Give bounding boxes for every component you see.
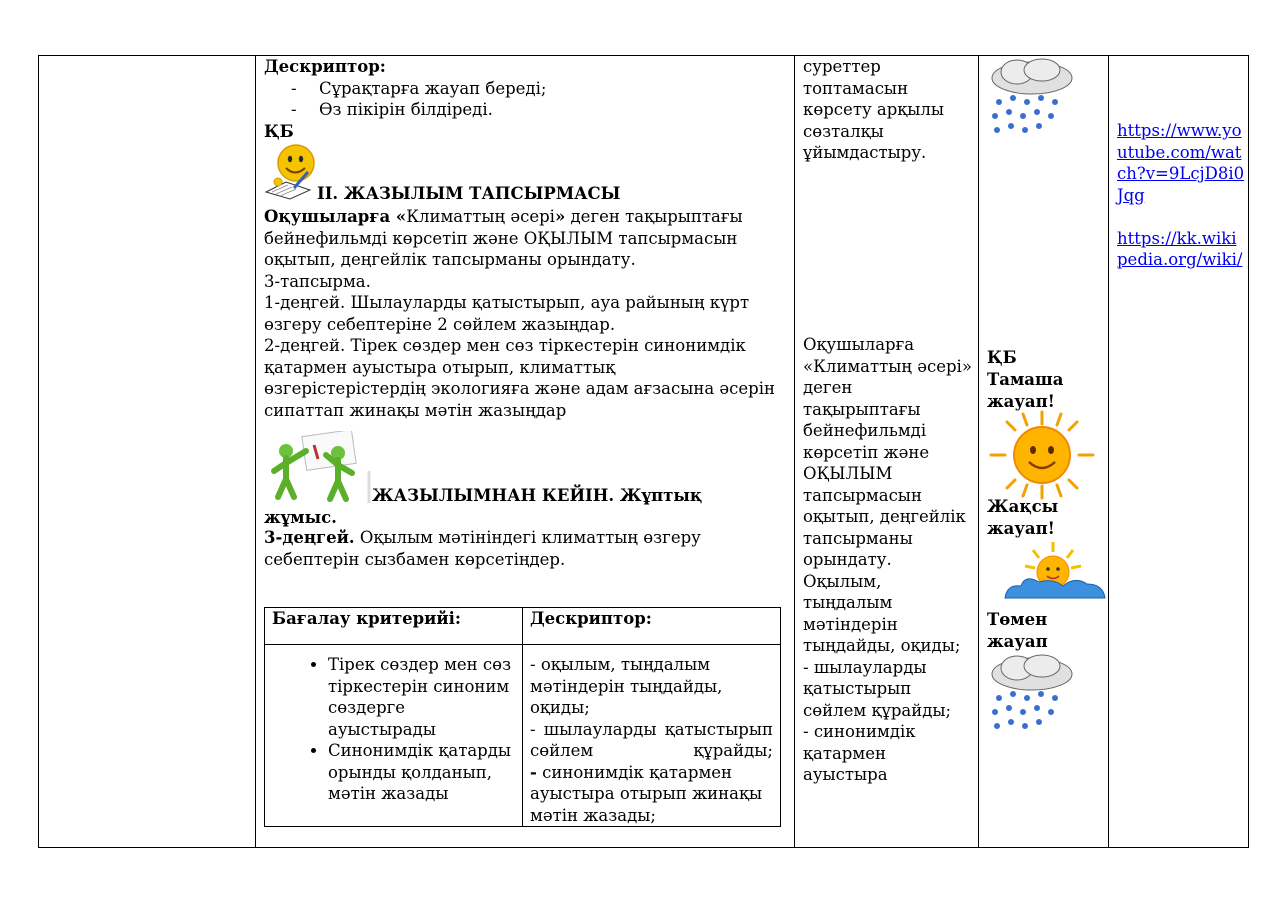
descriptor-line: - синонимдік қатармен ауыстыра отырып жинақы мәтін жазады; <box>530 762 763 825</box>
column-divider <box>255 56 256 847</box>
level3-text: 3-деңгей. Оқылым мәтініндегі климаттың өзгеру себептерін сызбамен көрсетіңдер. <box>264 528 701 569</box>
sun-icon <box>987 410 1097 500</box>
rain-cloud-icon <box>987 654 1077 734</box>
assessment-column <box>987 56 1107 846</box>
criteria-cell <box>265 645 523 827</box>
content-column <box>264 56 779 570</box>
method-bottom-text: Оқылым, тыңдалым мәтіндерін тыңдайды, оқиды; <box>803 571 961 655</box>
sun-cloud-icon <box>1003 540 1107 600</box>
header-descriptor: Дескриптор: <box>523 608 781 645</box>
smiley-writing-icon <box>264 142 320 200</box>
level2-text: 2-деңгей. Тірек сөздер мен сөз тіркестерін синонимдік қатармен ауыстыра отырып, климаттық өзгерістерістердің экологияға және адам ағзасына әсерін сипаттап жинақы мәтін жазыңдар <box>264 336 776 420</box>
lesson-plan-table <box>38 55 1249 848</box>
method-bottom-text: - синонимдік қатармен ауыстыра <box>803 722 916 784</box>
descriptor-line: - шылауларды қатыстырып сөйлем құрайды; <box>530 719 773 760</box>
post-writing-title: ЖАЗЫЛЫМНАН КЕЙІН. Жұптық жұмыс. <box>264 486 703 527</box>
method-bottom-text: Оқушыларға «Климаттың әсері» деген тақырыптағы бейнефильмді көрсетіп және ОҚЫЛЫМ тапсырмасын оқытып, деңгейлік тапсырманы орындату. <box>803 335 972 569</box>
table-row <box>265 645 781 827</box>
low-answer-label: Төмен жауап <box>987 610 1048 651</box>
wikipedia-link[interactable]: https://kk.wikipedia.org/wiki/ <box>1117 228 1243 269</box>
method-bottom-text: - шылауларды қатыстырып сөйлем құрайды; <box>803 657 952 720</box>
list-item: • Тірек сөздер мен сөз тіркестерін синоним сөздерге ауыстырады <box>328 654 515 740</box>
rain-cloud-icon <box>987 58 1077 138</box>
method-column-bottom <box>803 334 973 786</box>
method-top-text: суреттер топтамасын көрсету арқылы сөзталқы ұйымдастыру. <box>803 57 945 162</box>
list-item: • Синонимдік қатарды орынды қолданып, мәтін жазады <box>328 740 515 805</box>
descriptor-line: - оқылым, тыңдалым мәтіндерін тыңдайды, оқиды; <box>530 655 723 717</box>
list-item: - Сұрақтарға жауап береді; <box>291 78 547 98</box>
good-answer-label: Жақсы жауап! <box>987 497 1059 538</box>
task-label: 3-тапсырма. <box>264 271 371 291</box>
method-column <box>803 56 973 164</box>
column-divider <box>1108 56 1109 847</box>
kb-label: ҚБ <box>987 348 1017 367</box>
table-header-row <box>265 608 781 645</box>
youtube-link[interactable]: https://www.youtube.com/watch?v=9LcjD8i0Jqg <box>1117 121 1245 205</box>
descriptor-list <box>264 78 779 121</box>
assessment-table <box>264 607 781 827</box>
column-divider <box>978 56 979 847</box>
descriptor-heading: Дескриптор: <box>264 57 386 76</box>
intro-paragraph: Оқушыларға «Климаттың әсері» деген тақырыптағы бейнефильмді көрсетіп және ОҚЫЛЫМ тапсырмасын оқытып, деңгейлік тапсырманы орындату. <box>264 207 743 269</box>
section-title-row <box>264 142 779 206</box>
header-criteria: Бағалау критерийі: <box>265 608 523 645</box>
post-writing-row <box>264 431 779 527</box>
kb-label: ҚБ <box>264 121 294 141</box>
section-title: II. ЖАЗЫЛЫМ ТАПСЫРМАСЫ <box>317 184 621 203</box>
level1-text: 1-деңгей. Шылауларды қатыстырып, ауа райының күрт өзгеру себептеріне 2 сөйлем жазыңдар. <box>264 293 750 334</box>
great-answer-label: Тамаша жауап! <box>987 370 1064 411</box>
descriptor-cell <box>523 645 781 827</box>
list-item: - Өз пікірін білдіреді. <box>291 100 493 119</box>
column-divider <box>794 56 795 847</box>
resources-column <box>1117 120 1245 271</box>
